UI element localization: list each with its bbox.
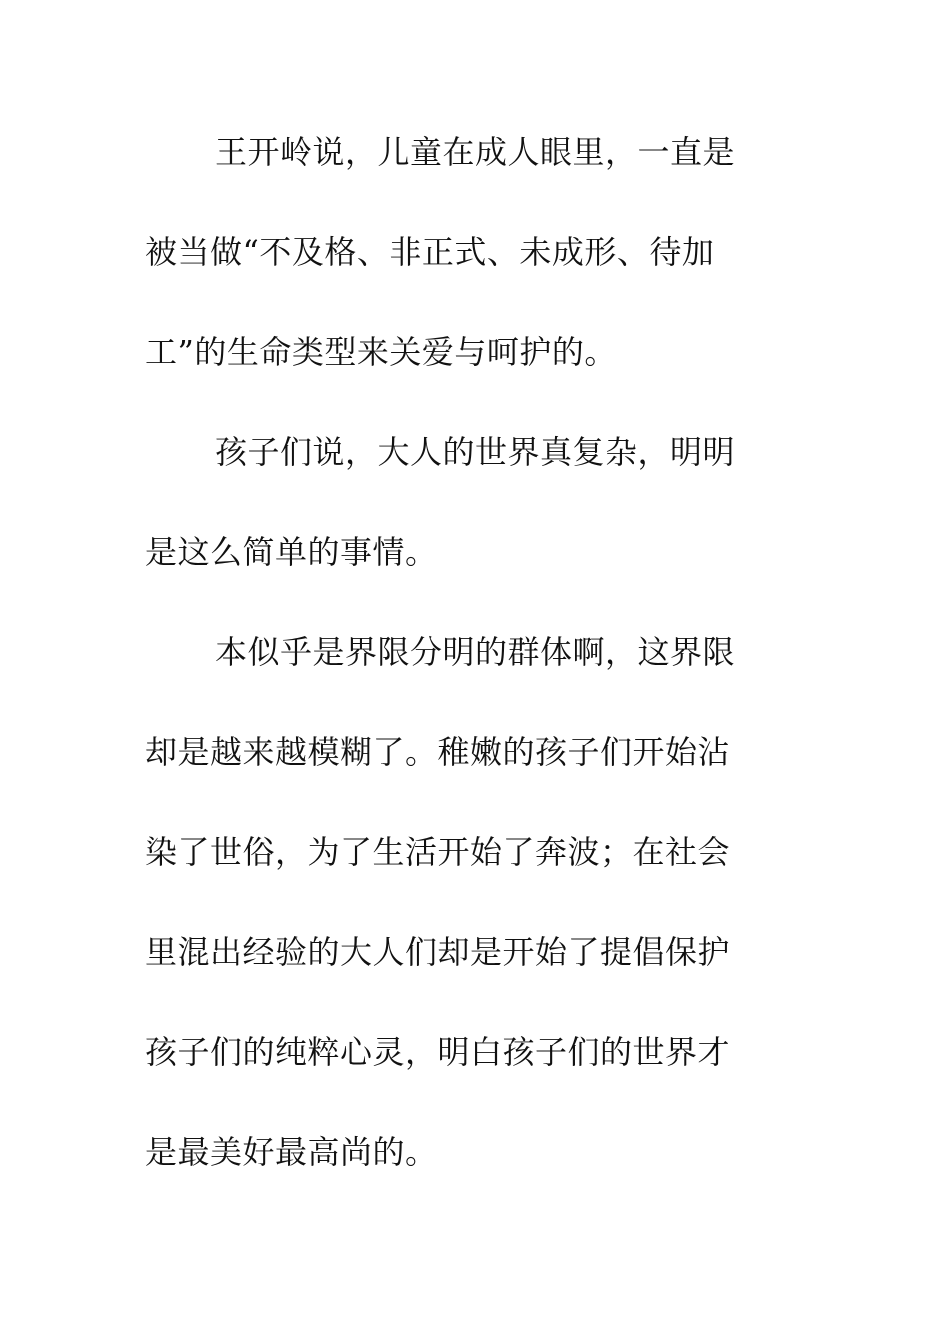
paragraph-1-line-1: 王开岭说，儿童在成人眼里，一直是: [215, 133, 736, 171]
paragraph-1-line-2: 被当做“不及格、非正式、未成形、待加: [145, 233, 715, 271]
paragraph-2-line-2: 是这么简单的事情。: [145, 533, 438, 571]
paragraph-3-line-4: 里混出经验的大人们却是开始了提倡保护: [145, 933, 731, 971]
paragraph-3-line-5: 孩子们的纯粹心灵，明白孩子们的世界才: [145, 1033, 731, 1071]
paragraph-3-line-1: 本似乎是界限分明的群体啊，这界限: [215, 633, 736, 671]
paragraph-2-line-1: 孩子们说，大人的世界真复杂，明明: [215, 433, 736, 471]
paragraph-3-line-3: 染了世俗，为了生活开始了奔波；在社会: [145, 833, 731, 871]
paragraph-1-line-3: 工”的生命类型来关爱与呵护的。: [145, 333, 617, 371]
paragraph-3-line-6: 是最美好最高尚的。: [145, 1133, 438, 1171]
paragraph-3-line-2: 却是越来越模糊了。稚嫩的孩子们开始沾: [145, 733, 731, 771]
